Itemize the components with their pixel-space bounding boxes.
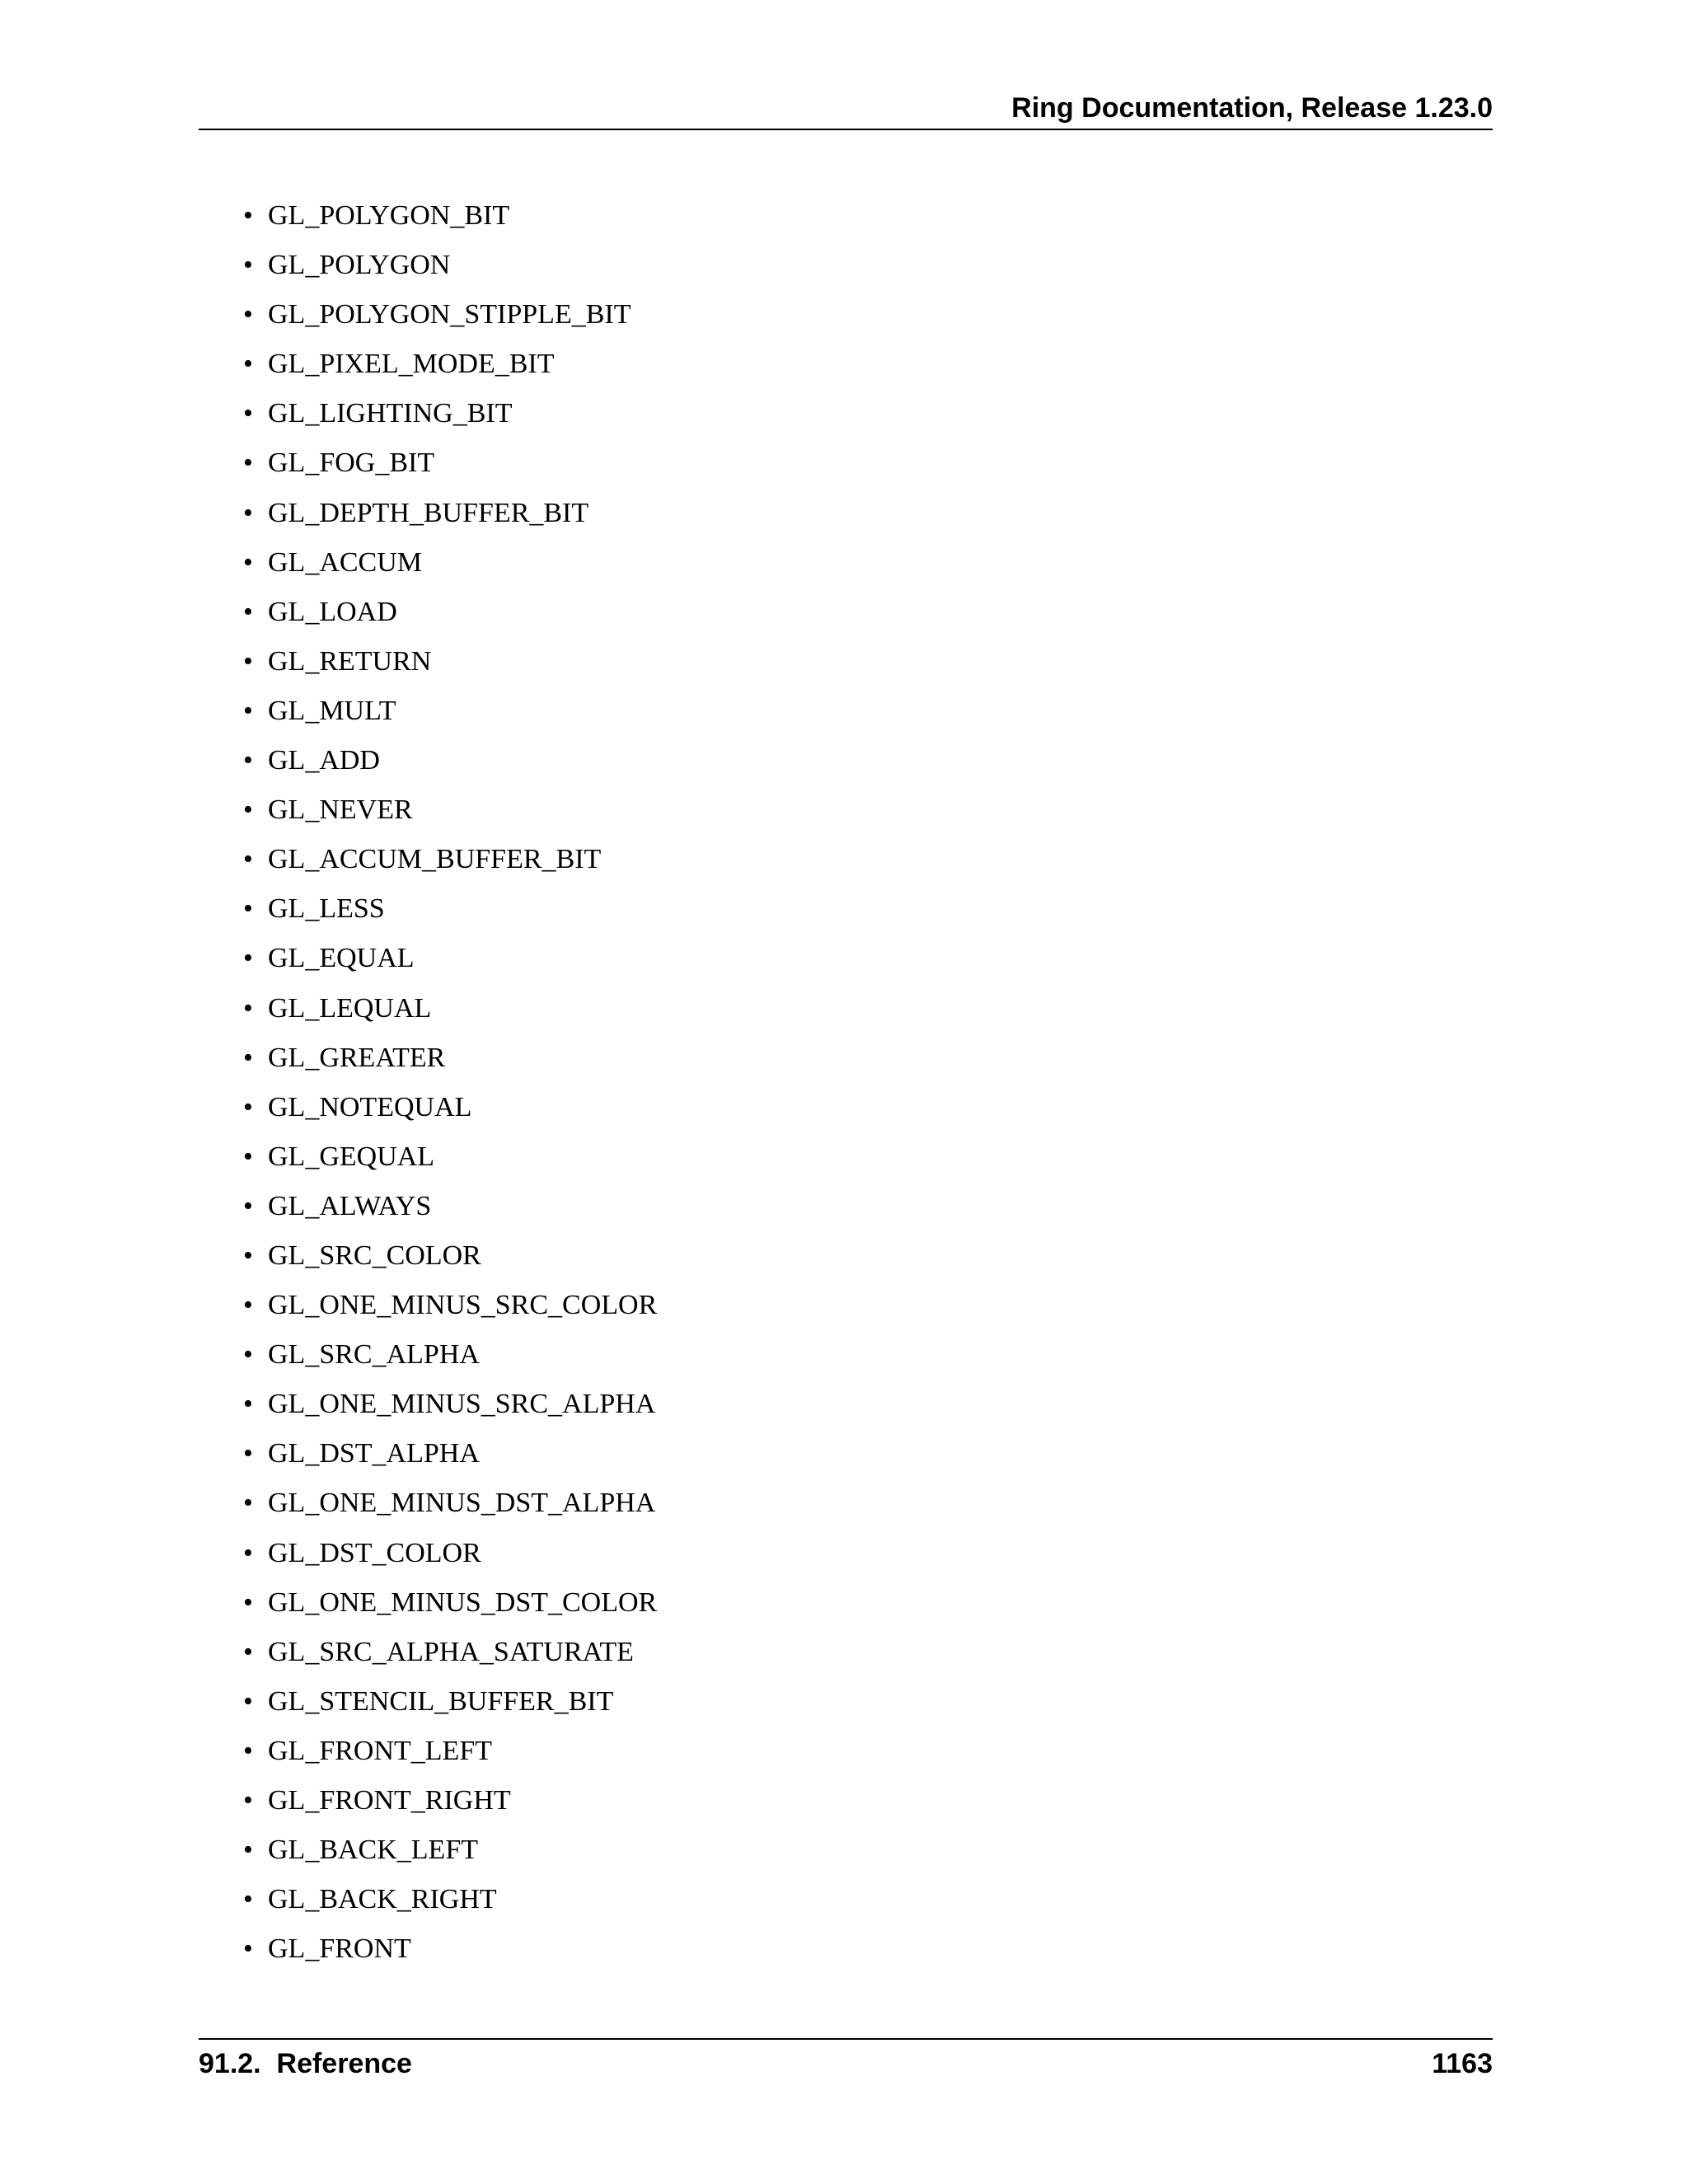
page-content [243,198,1397,1980]
bullet-icon: • [243,943,253,974]
list-item [243,396,1397,445]
bullet-icon: • [243,745,253,776]
list-item-text: GL_POLYGON_STIPPLE_BIT [268,299,631,330]
bullet-icon: • [243,1141,253,1172]
bullet-icon: • [243,1240,253,1271]
bullet-icon: • [243,1537,253,1568]
list-item [243,1386,1397,1436]
list-item-text: GL_DEPTH_BUFFER_BIT [268,497,589,528]
section-reference: 91.2. Reference [199,2048,412,2079]
list-item-text: GL_ACCUM [268,546,423,578]
bullet-icon: • [243,1685,253,1717]
bullet-icon: • [243,1042,253,1073]
list-item-text: GL_ONE_MINUS_DST_ALPHA [268,1488,656,1519]
list-item [243,1535,1397,1585]
bullet-icon: • [243,1835,253,1866]
list-item [243,792,1397,841]
list-item-text: GL_ONE_MINUS_SRC_ALPHA [268,1389,656,1420]
bullet-icon: • [243,398,253,429]
list-item-text: GL_LOAD [268,596,397,627]
bullet-icon: • [243,1091,253,1122]
list-item-text: GL_RETURN [268,645,432,677]
list-item [243,1139,1397,1188]
list-item [243,1882,1397,1931]
list-item [243,594,1397,644]
bullet-icon: • [243,695,253,726]
list-item-text: GL_PIXEL_MODE_BIT [268,349,555,380]
list-item [243,1783,1397,1832]
list-item-text: GL_ADD [268,745,380,776]
list-item-text: GL_ACCUM_BUFFER_BIT [268,844,602,875]
list-item-text: GL_DST_ALPHA [268,1438,480,1469]
bullet-icon: • [243,1586,253,1618]
list-item-text: GL_FOG_BIT [268,448,435,479]
list-item [243,841,1397,891]
bullet-icon: • [243,992,253,1024]
bullet-icon: • [243,1290,253,1321]
list-item-text: GL_FRONT_LEFT [268,1735,492,1766]
list-item [243,495,1397,545]
list-item [243,1040,1397,1090]
page-footer [199,2038,1493,2089]
list-item-text: GL_FRONT_RIGHT [268,1785,511,1816]
document-title: Ring Documentation, Release 1.23.0 [1011,92,1493,124]
list-item [243,1931,1397,1980]
list-item [243,743,1397,792]
bullet-icon: • [243,893,253,925]
page-number: 1163 [1432,2048,1493,2079]
bullet-icon: • [243,1785,253,1816]
list-item-text: GL_POLYGON_BIT [268,200,510,231]
list-item [243,1634,1397,1684]
bullet-icon: • [243,546,253,578]
list-item-text: GL_GREATER [268,1042,446,1073]
bullet-icon: • [243,1339,253,1371]
constant-list [243,198,1397,1980]
bullet-icon: • [243,844,253,875]
list-item [243,1684,1397,1733]
list-item [243,940,1397,990]
bullet-icon: • [243,448,253,479]
bullet-icon: • [243,1488,253,1519]
list-item-text: GL_STENCIL_BUFFER_BIT [268,1685,614,1717]
list-item-text: GL_SRC_ALPHA_SATURATE [268,1636,634,1667]
bullet-icon: • [243,794,253,826]
list-item [243,297,1397,346]
bullet-icon: • [243,1389,253,1420]
bullet-icon: • [243,250,253,281]
list-item [243,1188,1397,1238]
list-item-text: GL_NOTEQUAL [268,1091,472,1122]
list-item-text: GL_SRC_ALPHA [268,1339,480,1371]
bullet-icon: • [243,1933,253,1965]
list-item-text: GL_LEQUAL [268,992,432,1024]
list-item [243,445,1397,494]
list-item [243,1238,1397,1287]
list-item-text: GL_EQUAL [268,943,415,974]
bullet-icon: • [243,1636,253,1667]
list-item [243,891,1397,940]
bullet-icon: • [243,1438,253,1469]
list-item [243,1436,1397,1485]
bullet-icon: • [243,200,253,231]
list-item [243,1090,1397,1139]
bullet-icon: • [243,497,253,528]
list-item [243,1733,1397,1783]
list-item [243,198,1397,247]
bullet-icon: • [243,349,253,380]
bullet-icon: • [243,596,253,627]
list-item-text: GL_LIGHTING_BIT [268,398,513,429]
bullet-icon: • [243,1884,253,1915]
list-item-text: GL_ONE_MINUS_SRC_COLOR [268,1290,658,1321]
bullet-icon: • [243,1735,253,1766]
page-header [199,91,1493,130]
list-item [243,1585,1397,1634]
list-item [243,1337,1397,1386]
list-item-text: GL_ONE_MINUS_DST_COLOR [268,1586,658,1618]
list-item-text: GL_BACK_LEFT [268,1835,478,1866]
list-item [243,1832,1397,1882]
list-item-text: GL_MULT [268,695,396,726]
list-item-text: GL_NEVER [268,794,413,826]
list-item [243,693,1397,743]
list-item [243,1485,1397,1535]
list-item [243,644,1397,693]
list-item [243,991,1397,1040]
list-item [243,545,1397,594]
list-item [243,247,1397,297]
bullet-icon: • [243,645,253,677]
list-item-text: GL_POLYGON [268,250,451,281]
list-item-text: GL_FRONT [268,1933,411,1965]
list-item [243,346,1397,396]
list-item-text: GL_LESS [268,893,385,925]
list-item-text: GL_DST_COLOR [268,1537,481,1568]
list-item-text: GL_GEQUAL [268,1141,435,1172]
bullet-icon: • [243,299,253,330]
list-item [243,1287,1397,1337]
list-item-text: GL_ALWAYS [268,1190,432,1221]
bullet-icon: • [243,1190,253,1221]
list-item-text: GL_SRC_COLOR [268,1240,481,1271]
list-item-text: GL_BACK_RIGHT [268,1884,497,1915]
